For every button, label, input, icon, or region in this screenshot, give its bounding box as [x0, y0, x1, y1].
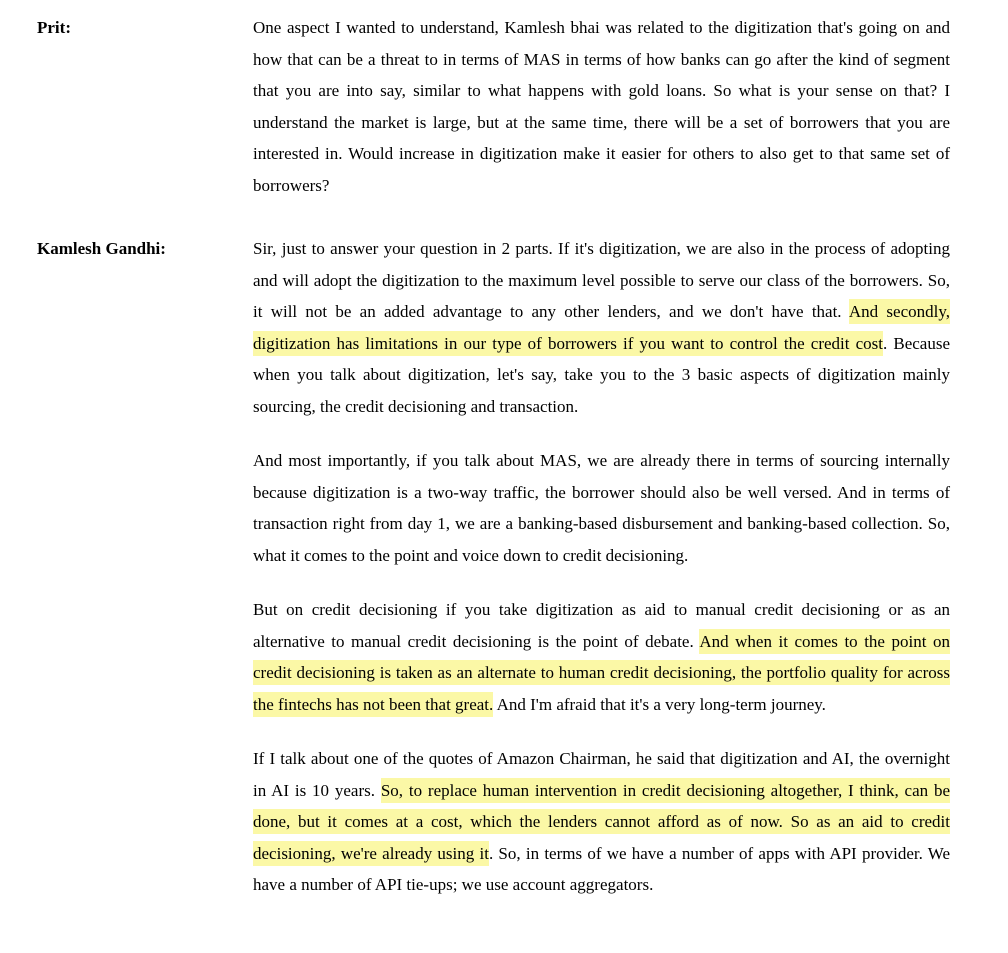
transcript-paragraph — [253, 594, 950, 720]
transcript-paragraph — [253, 12, 950, 201]
transcript-paragraph — [253, 233, 950, 422]
transcript-paragraph — [253, 743, 950, 901]
entry-content — [253, 12, 950, 224]
text-segment: If I talk about one of the quotes of Amazon Chairman, he said that digitization and AI, the overnight in AI is 10 years. — [253, 749, 950, 800]
text-segment: But on credit decisioning if you take digitization as aid to manual credit decisioning or as an alternative to manual credit decisioning is the point of debate. — [253, 600, 950, 651]
transcript-entry — [37, 12, 950, 224]
text-segment: One aspect I wanted to understand, Kamlesh bhai was related to the digitization that's going on and how that can be a threat to in terms of MAS in terms of how banks can go after the kind of segment that you are into say, similar to what happens with gold loans. So what is your sense on that? I understand the market is large, but at the same time, there will be a set of borrowers that you are interested in. Would increase in digitization make it easier for others to also get to that same set of borrowers? — [253, 18, 950, 195]
transcript-entries — [37, 12, 950, 924]
highlighted-text: And secondly, digitization has limitations in our type of borrowers if you want to control the credit cost — [253, 299, 950, 356]
text-segment: And I'm afraid that it's a very long-term journey. — [493, 694, 826, 714]
highlighted-text: And when it comes to the point on credit decisioning is taken as an alternate to human credit decisioning, the portfolio quality for across the fintechs has not been that great. — [253, 629, 950, 717]
transcript-paragraph — [253, 445, 950, 571]
speaker-label: Kamlesh Gandhi: — [37, 239, 166, 258]
speaker-label: Prit: — [37, 18, 71, 37]
entry-content — [253, 233, 950, 924]
text-segment: . So, in terms of we have a number of apps with API provider. We have a number of API tie-ups; we use account aggregators. — [253, 843, 950, 894]
transcript-entry — [37, 233, 950, 924]
text-segment: Sir, just to answer your question in 2 parts. If it's digitization, we are also in the process of adopting and will adopt the digitization to the maximum level possible to serve our class of the borrowers. So, it will not be an added advantage to any other lenders, and we don't have that. — [253, 239, 950, 321]
highlighted-text: So, to replace human intervention in credit decisioning altogether, I think, can be done, but it comes at a cost, which the lenders cannot afford as of now. So as an aid to credit decisioning, we're already using it — [253, 778, 950, 866]
text-segment: And most importantly, if you talk about MAS, we are already there in terms of sourcing internally because digitization is a two-way traffic, the borrower should also be well versed. And in terms of transaction right from day 1, we are a banking-based disbursement and banking-based collection. So, what it comes to the point and voice down to credit decisioning. — [253, 451, 950, 565]
text-segment: . Because when you talk about digitization, let's say, take you to the 3 basic aspects of digitization mainly sourcing, the credit decisioning and transaction. — [253, 333, 950, 416]
